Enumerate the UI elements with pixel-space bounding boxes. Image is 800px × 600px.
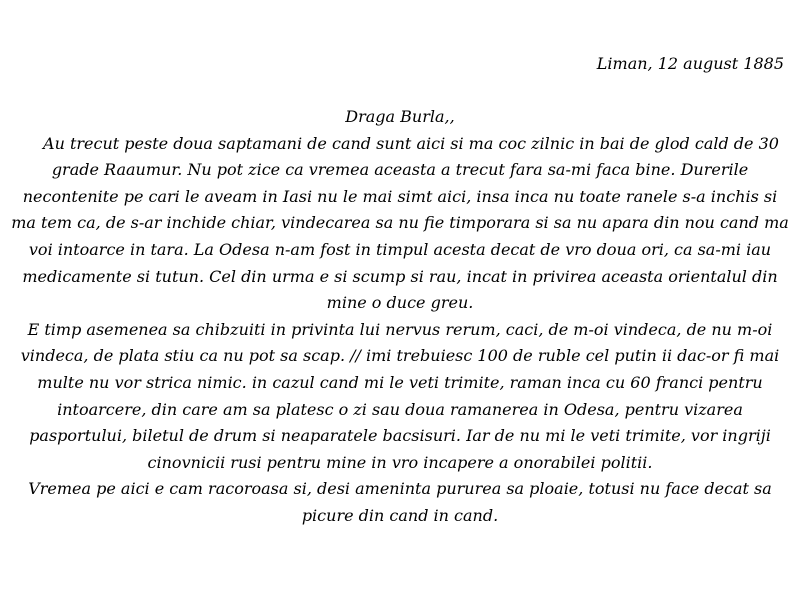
- letter-salutation: Draga Burla,,: [345, 107, 455, 126]
- letter-paragraph-3: Vremea pe aici e cam racoroasa si, desi amenintа pururea sa ploaie, totusi nu face decat sa picure din cand in cand.: [28, 479, 772, 525]
- letter-date: Liman, 12 august 1885: [596, 54, 784, 73]
- letter-paragraph-1: Au trecut peste doua saptamani de cand sunt aici si ma coc zilnic in bai de glod cald de 30 grade Raaumur. Nu pot zice ca vremea aceasta a trecut fara sa-mi faca bine. Durerile necontenite pe cari le aveam in Iasi nu le mai simt aici, insa inca nu toate ranele s-a inchis si ma tem ca, de s-ar inchide chiar, vindecarea sa nu fie timporara si sa nu apara din nou cand ma voi intoarce in tara. La Odesa n-am fost in timpul acesta decat de vro doua ori, ca sa-mi iau medicamente si tutun. Cel din urma e si scump si rau, incat in privirea aceasta orientalul din mine o duce greu.: [11, 133, 789, 313]
- letter-body: [8, 104, 792, 530]
- letter-paragraph-2: E timp asemenea sa chibzuiti in privinta lui nervus rerum, caci, de m-oi vindeca, de nu m-oi vindeca, de plata stiu ca nu pot sa scap. // imi trebuiesc 100 de ruble cel putin ii dac-or fi mai multe nu vor strica nimic. in cazul cand mi le veti trimite, raman inca cu 60 franci pentru intoarcere, din care am sa platesc o zi sau doua ramanerea in Odesa, pentru vizarea pasportului, biletul de drum si neaparatele bacsisuri. Iar de nu mi le veti trimite, vor ingriji cinovnicii rusi pentru mine in vro incapere a onorabilei politii.: [20, 319, 780, 472]
